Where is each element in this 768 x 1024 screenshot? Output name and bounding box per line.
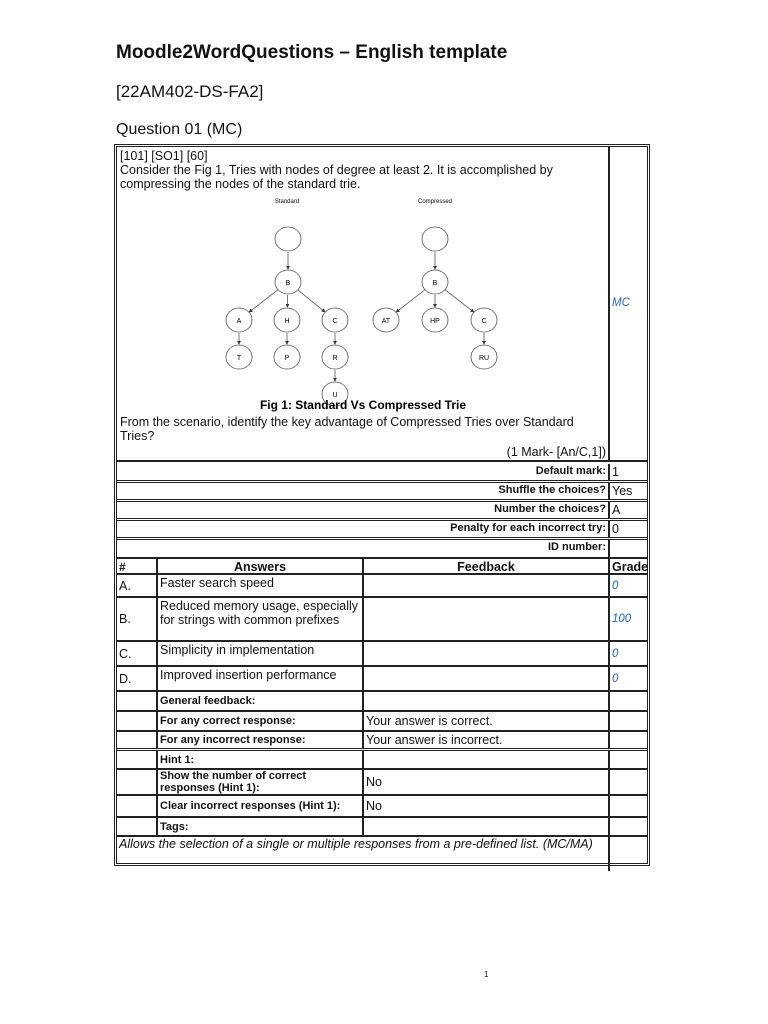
answer-text: Simplicity in implementation <box>158 642 364 665</box>
header-num: # <box>117 559 158 573</box>
answer-grade: 100 <box>612 613 632 625</box>
grade-cell <box>610 770 650 794</box>
feedback-value: Your answer is incorrect. <box>364 732 610 748</box>
answer-letter: C. <box>117 642 158 665</box>
setting-value: 0 <box>612 522 619 536</box>
feedback-value: Your answer is correct. <box>364 712 610 730</box>
standard-trie-node-label: R <box>332 355 338 362</box>
feedback-label: Clear incorrect responses (Hint 1): <box>158 796 364 816</box>
question-prompt: From the scenario, identify the key advantage of Compressed Tries over Standard Tries? <box>120 415 574 443</box>
header-feedback: Feedback <box>364 559 610 573</box>
figure-caption: Fig 1: Standard Vs Compressed Trie <box>259 398 467 412</box>
answer-row <box>117 598 647 642</box>
compressed-trie-node-label: C <box>481 318 487 325</box>
compressed-trie-node-label: B <box>432 280 438 287</box>
setting-value: A <box>612 503 621 517</box>
standard-trie-node-label: C <box>332 318 338 325</box>
answer-grade: 0 <box>612 647 619 660</box>
answer-feedback <box>364 667 610 690</box>
feedback-label: Hint 1: <box>158 751 364 768</box>
header-answers: Answers <box>158 559 364 573</box>
answers-header-row <box>117 559 647 575</box>
feedback-value: No <box>364 796 610 816</box>
answer-feedback <box>364 575 610 596</box>
answer-text: Faster search speed <box>158 575 364 596</box>
trie-figure <box>120 191 606 415</box>
standard-trie-edge <box>249 290 277 312</box>
page-number: 1 <box>484 970 489 979</box>
setting-label: Shuffle the choices? <box>117 483 610 499</box>
feedback-row <box>117 818 647 837</box>
standard-trie-node-label: H <box>284 318 290 325</box>
standard-trie-edge <box>298 290 325 312</box>
question-table <box>114 144 650 866</box>
grade-cell <box>610 732 650 748</box>
footer-note: Allows the selection of a single or multiple responses from a pre-defined list. (MC/MA) <box>117 837 610 871</box>
question-type: MC <box>612 297 630 309</box>
standard-trie-node-label: U <box>332 392 338 399</box>
feedback-label: Show the number of correct responses (Hint 1): <box>158 770 364 794</box>
question-tags: [101] [SO1] [60] <box>120 149 208 163</box>
setting-value: Yes <box>612 484 633 498</box>
compressed-trie-node <box>422 227 448 251</box>
setting-label: Default mark: <box>117 464 610 480</box>
setting-row <box>117 464 647 483</box>
standard-trie-node <box>275 227 301 251</box>
feedback-value: No <box>364 770 610 794</box>
grade-cell <box>610 837 650 871</box>
standard-trie-node-label: B <box>285 280 291 287</box>
standard-trie-node-label: P <box>284 355 290 362</box>
standard-trie-node-label: T <box>236 355 242 362</box>
feedback-label: For any incorrect response: <box>158 732 364 748</box>
answer-feedback <box>364 642 610 665</box>
feedback-row <box>117 796 647 818</box>
grade-cell <box>610 751 650 768</box>
answer-letter: A. <box>117 575 158 596</box>
feedback-row <box>117 692 647 712</box>
course-code: [22AM402-DS-FA2] <box>116 82 264 101</box>
setting-label: Number the choices? <box>117 502 610 518</box>
question-row <box>117 147 647 462</box>
feedback-row <box>117 770 647 796</box>
footer-row <box>117 837 647 871</box>
setting-row <box>117 502 647 521</box>
answer-letter: B. <box>117 598 158 640</box>
standard-label: Standard <box>274 199 300 205</box>
answer-text: Improved insertion performance <box>158 667 364 690</box>
compressed-trie-node-label: AT <box>381 318 391 325</box>
grade-cell <box>610 712 650 730</box>
standard-trie-node-label: A <box>236 318 242 325</box>
feedback-label: Tags: <box>158 818 364 835</box>
answer-feedback <box>364 598 610 640</box>
feedback-label: General feedback: <box>158 692 364 710</box>
answer-grade: 0 <box>612 579 619 592</box>
document-title: Moodle2WordQuestions – English template <box>116 42 508 63</box>
answer-row <box>117 575 647 598</box>
question-text: Consider the Fig 1, Tries with nodes of degree at least 2. It is accomplished by compressing the nodes of the standard trie. <box>120 163 553 191</box>
feedback-row <box>117 712 647 732</box>
setting-label: ID number: <box>117 540 610 557</box>
answer-row <box>117 642 647 667</box>
setting-value: 1 <box>612 465 619 479</box>
question-cell <box>117 147 610 460</box>
question-content <box>120 149 606 459</box>
compressed-trie-edge <box>445 290 473 312</box>
answer-letter: D. <box>117 667 158 690</box>
setting-label: Penalty for each incorrect try: <box>117 521 610 537</box>
compressed-trie-node-label: HP <box>430 318 440 325</box>
grade-cell <box>610 818 650 835</box>
grade-cell <box>610 692 650 710</box>
feedback-value <box>364 692 610 710</box>
question-title: Question 01 (MC) <box>116 121 243 138</box>
compressed-label: Compressed <box>417 199 453 205</box>
feedback-value <box>364 818 610 835</box>
setting-row <box>117 521 647 540</box>
compressed-trie-node-label: RU <box>478 355 490 362</box>
answer-grade: 0 <box>612 672 619 685</box>
header-grade: Grade <box>612 560 649 573</box>
compressed-trie-edge <box>396 290 424 312</box>
feedback-value <box>364 751 610 768</box>
setting-value <box>610 540 650 557</box>
question-marks: (1 Mark- [An/C,1]) <box>506 445 606 459</box>
feedback-row <box>117 751 647 770</box>
feedback-label: For any correct response: <box>158 712 364 730</box>
answer-row <box>117 667 647 692</box>
feedback-row <box>117 732 647 751</box>
setting-row <box>117 483 647 502</box>
setting-row <box>117 540 647 559</box>
grade-cell <box>610 796 650 816</box>
answer-text: Reduced memory usage, especially for strings with common prefixes <box>158 598 364 640</box>
